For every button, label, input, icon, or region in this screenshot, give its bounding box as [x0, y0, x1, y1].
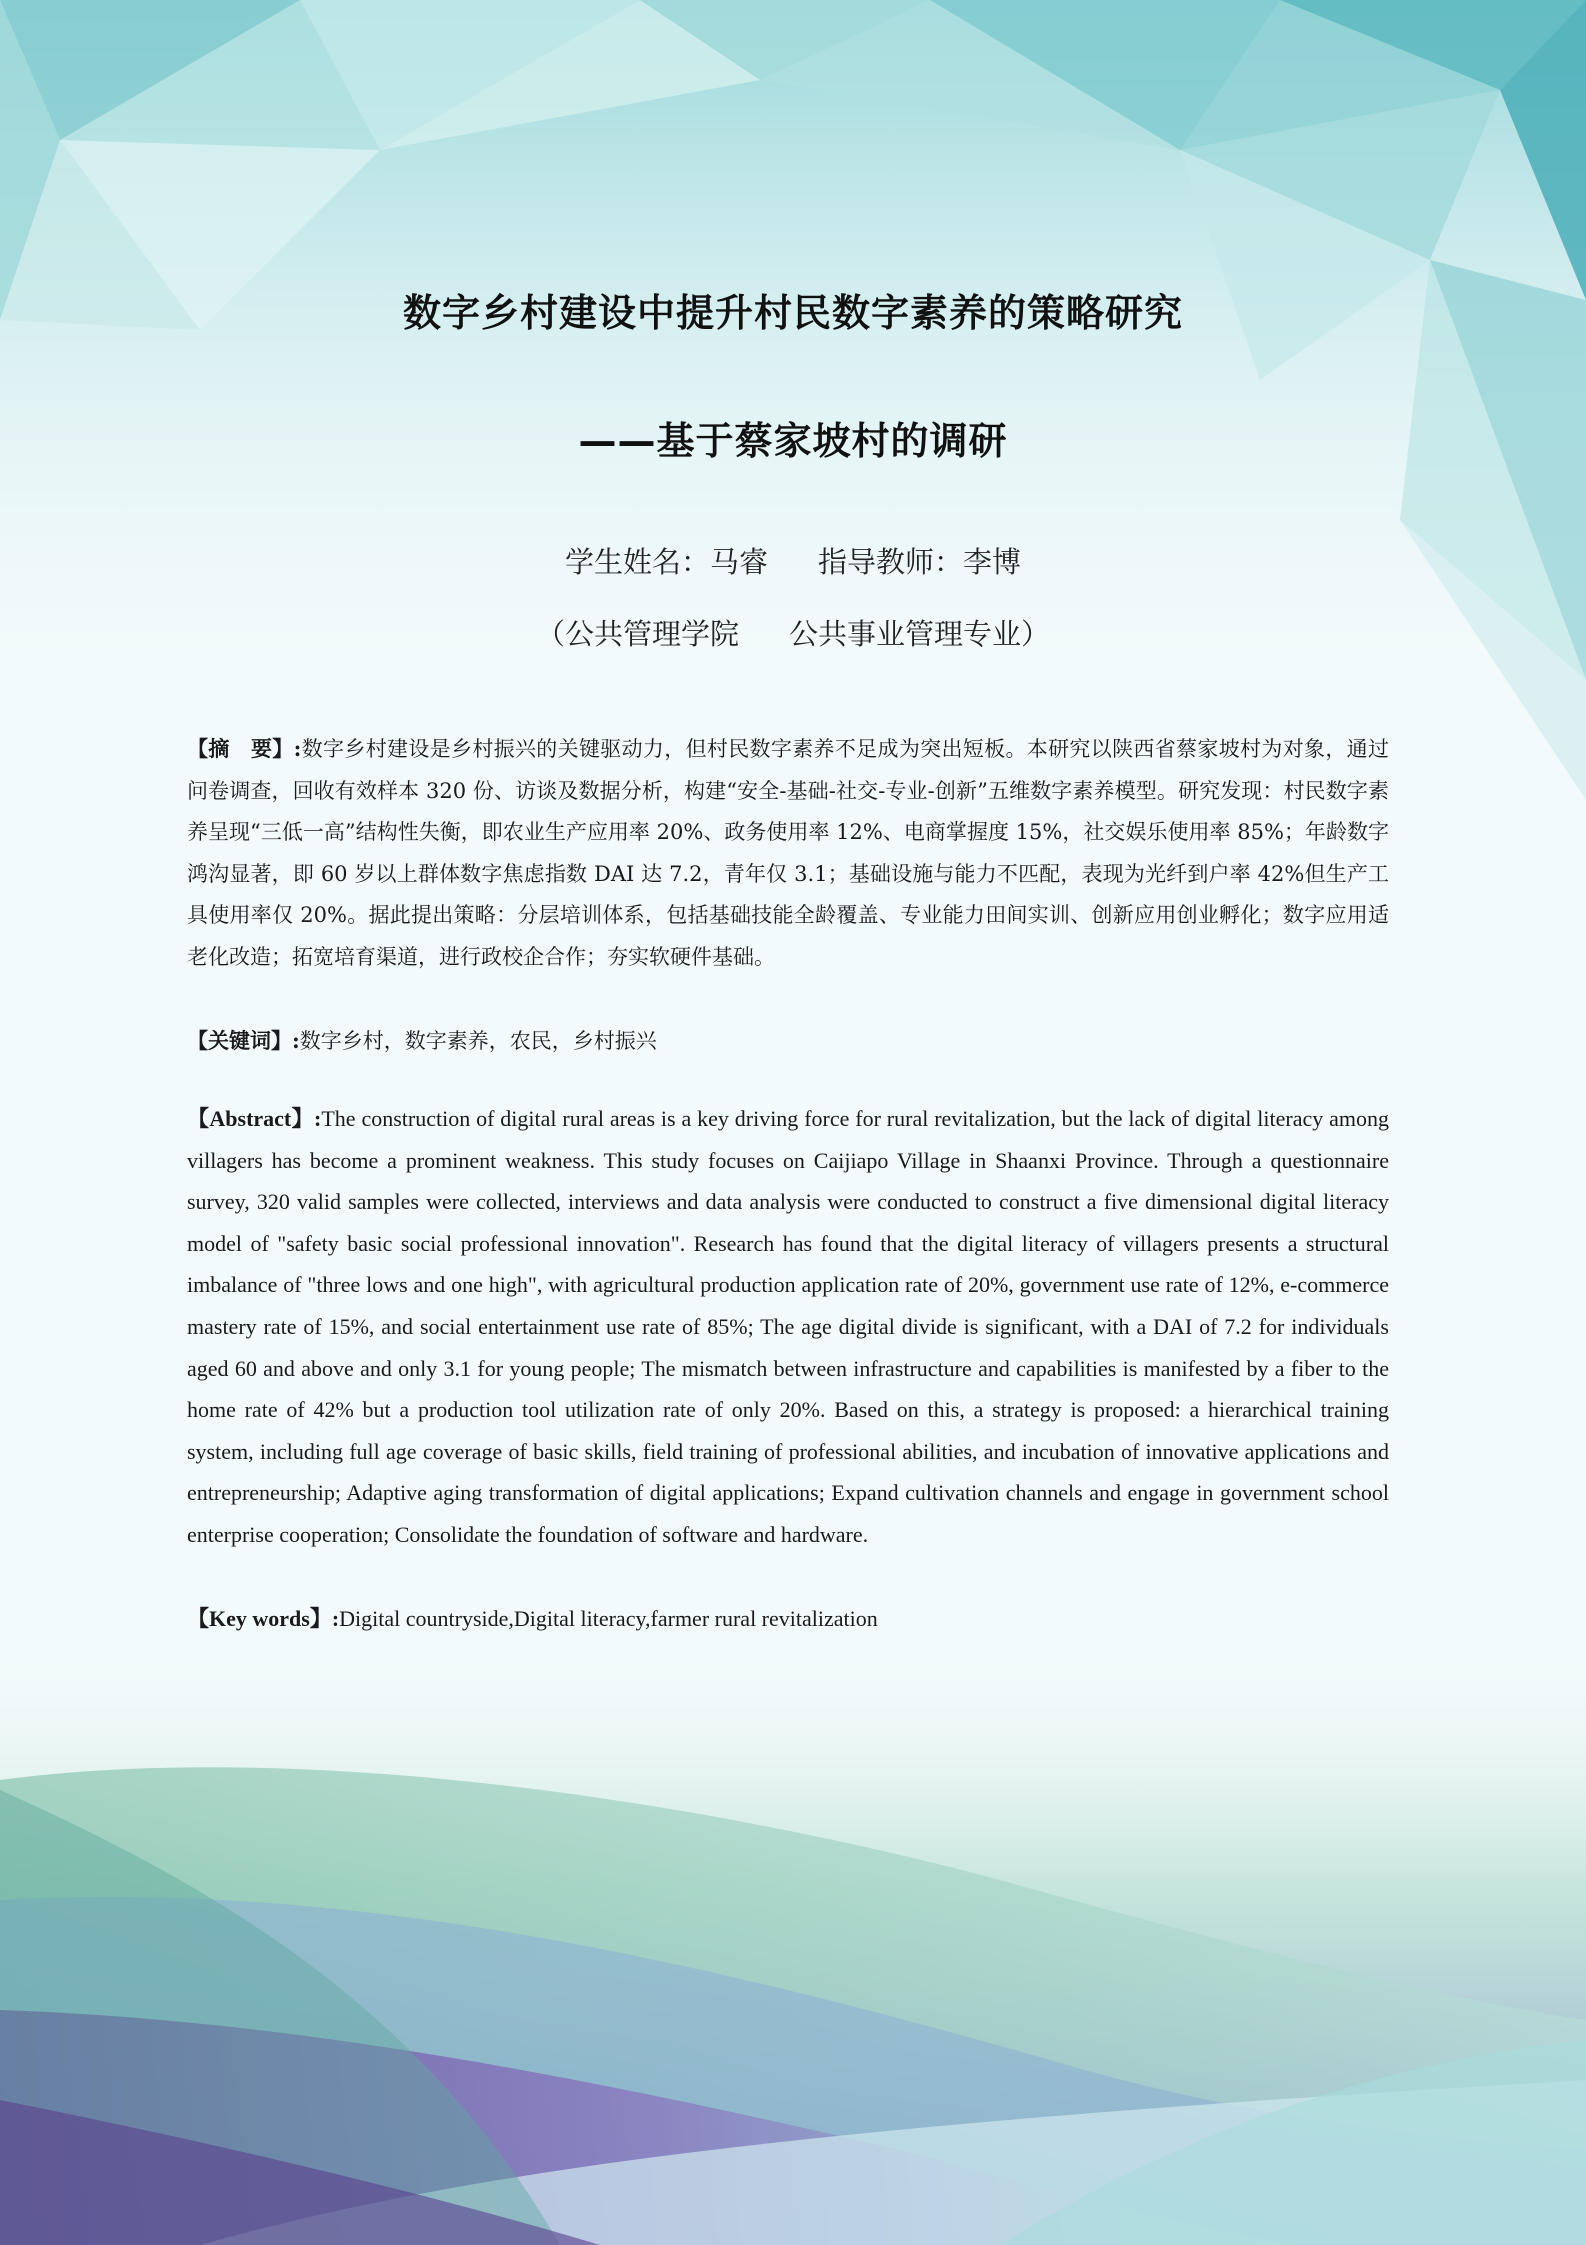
abstract-cn-label: 【摘 要】:: [187, 736, 302, 761]
abstract-en-text: The construction of digital rural areas is a key driving force for rural revitalization, but the lack of digital literacy among villagers has become a prominent weakness. This study focuses on Caijiapo Village in Shaanxi Province. Through a questionnaire survey, 320 valid samples were collected, interviews and data analysis were conducted to construct a five dimensional digital literacy model of "safety basic social professional innovation". Research has found that the digital literacy of villagers presents a structural imbalance of "three lows and one high", with agricultural production application rate of 20%, government use rate of 12%, e-commerce mastery rate of 15%, and social entertainment use rate of 85%; The age digital divide is significant, with a DAI of 7.2 for individuals aged 60 and above and only 3.1 for young people; The mismatch between infrastructure and capabilities is manifested by a fiber to the home rate of 42% but a production tool utilization rate of only 20%. Based on this, a strategy is proposed: a hierarchical training system, including full age coverage of basic skills, field training of professional abilities, and incubation of innovative applications and entrepreneurship; Adaptive aging transformation of digital applications; Expand cultivation channels and engage in government school enterprise cooperation; Consolidate the foundation of software and hardware.: [187, 1106, 1389, 1547]
paper-subtitle: ——基于蔡家坡村的调研: [578, 419, 1008, 463]
abstract-cn-text: 数字乡村建设是乡村振兴的关键驱动力，但村民数字素养不足成为突出短板。本研究以陕西省蔡家坡村为对象，通过问卷调查，回收有效样本 320 份、访谈及数据分析，构建“安全-基础-社交-专业-创新”五维数字素养模型。研究发现：村民数字素养呈现“三低一高”结构性失衡，即农业生产应用率 20%、政务使用率 12%、电商掌握度 15%，社交娱乐使用率 85%；年龄数字鸿沟显著，即 60 岁以上群体数字焦虑指数 DAI 达 7.2，青年仅 3.1；基础设施与能力不匹配，表现为光纤到户率 42%但生产工具使用率仅 20%。据此提出策略：分层培训体系，包括基础技能全龄覆盖、专业能力田间实训、创新应用创业孵化；数字应用适老化改造；拓宽培育渠道，进行政校企合作；夯实软硬件基础。: [187, 737, 1389, 969]
school-name: （公共管理学院: [535, 617, 739, 651]
keywords-en: [187, 1598, 1389, 1640]
abstract-en-label: 【Abstract】:: [187, 1106, 322, 1131]
keywords-cn-label: 【关键词】:: [187, 1028, 300, 1053]
keywords-cn-text: 数字乡村，数字素养，农民，乡村振兴: [299, 1029, 657, 1053]
keywords-en-label: 【Key words】:: [187, 1606, 340, 1631]
keywords-en-text: Digital countryside,Digital literacy,farmer rural revitalization: [339, 1606, 878, 1631]
affiliation-line: [0, 612, 1586, 653]
keywords-cn: [187, 1020, 1389, 1063]
student-name: 学生姓名：马睿: [564, 545, 768, 579]
paper-title: 数字乡村建设中提升村民数字素养的策略研究: [402, 291, 1183, 335]
advisor-name: 指导教师：李博: [818, 545, 1022, 579]
author-line: [0, 540, 1586, 581]
abstract-en: [187, 1098, 1389, 1556]
abstract-cn: [187, 728, 1389, 979]
major-name: 公共事业管理专业）: [789, 617, 1051, 651]
